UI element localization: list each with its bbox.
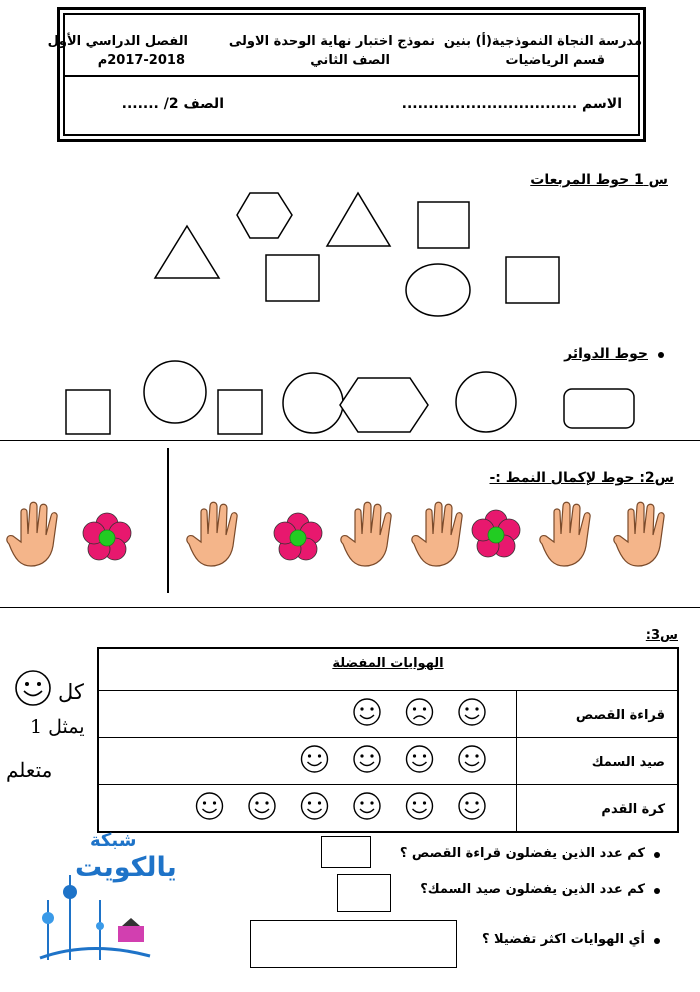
hobby-name: قراءة القصص: [575, 708, 665, 723]
smiley-face-icon: [354, 699, 380, 725]
flower-icon: [274, 513, 322, 560]
hobby-cell: [517, 737, 679, 784]
key-text-3: متعلم: [6, 758, 53, 782]
table-title: الهوايات المفضلة: [332, 656, 444, 671]
question-3: أي الهوايات اكثر تفضيلا ؟: [481, 932, 645, 947]
logo-text-main: يالكويت: [75, 852, 177, 883]
smiley-face-icon: [459, 746, 485, 772]
question-2: كم عدد الذين يفضلون صيد السمك؟: [420, 882, 645, 897]
hand-icon: [412, 502, 462, 566]
circle-shape: [283, 373, 343, 433]
hand-icon: [187, 502, 237, 566]
hobby-name: صيد السمك: [591, 755, 665, 770]
faces-row: [100, 692, 515, 732]
q2-pattern: [0, 495, 700, 575]
smiley-face-icon: [407, 793, 433, 819]
department: قسم الرياضيات: [505, 53, 605, 68]
answer-box-3[interactable]: [250, 920, 457, 968]
section-divider: [0, 607, 700, 608]
bullet-icon: [654, 852, 660, 858]
table-row: [98, 737, 678, 784]
square-shape: [418, 202, 469, 248]
triangle-shape: [327, 193, 390, 246]
bullet-icon: [654, 938, 660, 944]
answer-box-2[interactable]: [337, 874, 391, 912]
hand-icon: [341, 502, 391, 566]
flower-icon: [83, 513, 131, 560]
hand-icon: [7, 502, 57, 566]
hand-icon: [540, 502, 590, 566]
faces-row: [100, 786, 515, 826]
school-name: مدرسة النجاة النموذجية(أ) بنين: [443, 34, 642, 49]
question-1: كم عدد الذين يفضلون قراءة القصص ؟: [399, 846, 645, 861]
circle-shape: [144, 361, 206, 423]
hobby-cell: [517, 690, 679, 737]
rounded-rectangle-shape: [564, 389, 634, 428]
kuwait-towers-logo-icon: [30, 830, 160, 970]
bullet-icon: [658, 352, 664, 358]
faces-row: [100, 739, 515, 779]
smiley-face-icon: [249, 793, 275, 819]
bullet-icon: [654, 888, 660, 894]
hobbies-table: [97, 647, 679, 833]
hexagon-shape: [340, 378, 428, 432]
logo-text-top: شبكة: [90, 830, 137, 851]
key-text-2: يمثل 1: [30, 716, 85, 738]
section-divider: [0, 440, 700, 441]
class-field: الصف 2/ .......: [121, 96, 224, 112]
q1-title: س 1 حوط المربعات: [530, 172, 668, 188]
table-row: [98, 784, 678, 832]
smiley-face-icon: [459, 793, 485, 819]
q3-label: س3:: [645, 628, 678, 643]
smiley-face-icon: [407, 746, 433, 772]
hobby-cell: [517, 784, 679, 832]
grade-label: الصف الثاني: [310, 53, 390, 68]
smiley-face-icon: [459, 699, 485, 725]
q2-title: س2: حوط لإكمال النمط :-: [489, 470, 674, 486]
face-cell: [98, 690, 517, 737]
table-row: [98, 690, 678, 737]
q1-shapes: [0, 185, 700, 445]
smiley-face-icon: [197, 793, 223, 819]
flower-icon: [472, 510, 520, 557]
circle-shape: [456, 372, 516, 432]
square-shape: [266, 255, 319, 301]
square-shape: [506, 257, 559, 303]
square-shape: [66, 390, 110, 434]
smiley-face-icon: [302, 746, 328, 772]
answer-box-1[interactable]: [321, 836, 371, 868]
triangle-shape: [155, 226, 219, 278]
smiley-face-icon: [302, 793, 328, 819]
name-field: الاسم .................................: [401, 96, 622, 112]
school-year: 2017-2018م: [97, 53, 185, 68]
smiley-key-icon: [14, 669, 52, 707]
square-shape: [218, 390, 262, 434]
ellipse-shape: [406, 264, 470, 316]
face-cell: [98, 784, 517, 832]
hobby-name: كرة القدم: [601, 802, 665, 817]
smiley-face-icon: [354, 793, 380, 819]
hand-icon: [614, 502, 664, 566]
site-logo: [30, 830, 177, 970]
key-text-1: كل: [58, 680, 84, 704]
header-divider: [63, 75, 640, 77]
face-cell: [98, 737, 517, 784]
hexagon-shape: [237, 193, 292, 238]
q1-subtitle: حوط الدوائر: [564, 346, 648, 362]
smiley-face-icon: [354, 746, 380, 772]
sad-face-icon: [407, 699, 433, 725]
semester-label: الفصل الدراسي الأول: [47, 34, 188, 49]
exam-title: نموذج اختبار نهاية الوحدة الاولى: [228, 34, 435, 49]
